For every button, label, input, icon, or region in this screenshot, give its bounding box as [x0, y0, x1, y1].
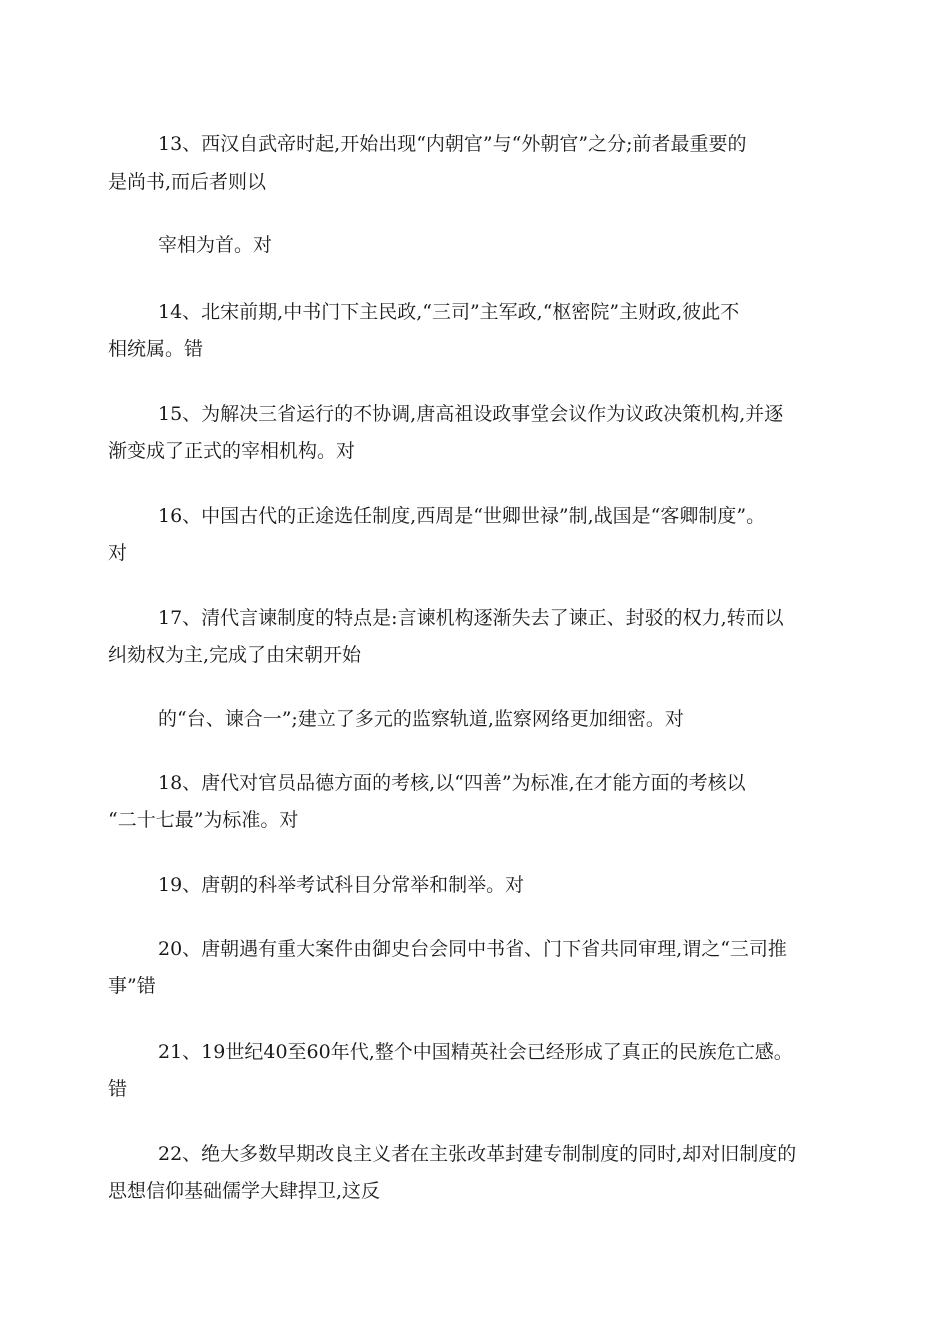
item-18-line-1: 18、唐代对官员品德方面的考核,以“四善”为标准,在才能方面的考核以: [158, 772, 746, 794]
item-13-continuation: 宰相为首。对: [158, 234, 273, 256]
item-17-line-2: 纠劾权为主,完成了由宋朝开始: [108, 644, 362, 666]
item-21-line-2: 错: [108, 1078, 128, 1100]
item-14-line-2: 相统属。错: [108, 338, 204, 360]
item-20-line-1: 20、唐朝遇有重大案件由御史台会同中书省、门下省共同审理,谓之“三司推: [158, 938, 787, 960]
item-22-line-2: 思想信仰基础儒学大肆捍卫,这反: [108, 1180, 381, 1202]
item-20-line-2: 事”错: [108, 975, 156, 997]
item-15-line-1: 15、为解决三省运行的不协调,唐高祖设政事堂会议作为议政决策机构,并逐: [158, 403, 784, 425]
item-17-line-1: 17、清代言谏制度的特点是:言谏机构逐渐失去了谏正、封驳的权力,转而以: [158, 607, 784, 629]
item-22-line-1: 22、绝大多数早期改良主义者在主张改革封建专制制度的同时,却对旧制度的: [158, 1143, 797, 1165]
item-18-line-2: “二十七最”为标准。对: [108, 809, 299, 831]
item-16-line-2: 对: [108, 542, 128, 564]
item-14-line-1: 14、北宋前期,中书门下主民政,“三司”主军政,“枢密院”主财政,彼此不: [158, 301, 740, 323]
item-13-line-1: 13、西汉自武帝时起,开始出现“内朝官”与“外朝官”之分;前者最重要的: [158, 133, 747, 155]
item-21-line-1: 21、19世纪40至60年代,整个中国精英社会已经形成了真正的民族危亡感。: [158, 1041, 793, 1063]
item-13-line-2: 是尚书,而后者则以: [108, 171, 267, 193]
item-15-line-2: 渐变成了正式的宰相机构。对: [108, 440, 356, 462]
item-19-line-1: 19、唐朝的科举考试科目分常举和制举。对: [158, 874, 525, 896]
item-17-continuation: 的“台、谏合一”;建立了多元的监察轨道,监察网络更加细密。对: [158, 708, 684, 730]
item-16-line-1: 16、中国古代的正途选任制度,西周是“世卿世禄”制,战国是“客卿制度”。: [158, 505, 766, 527]
